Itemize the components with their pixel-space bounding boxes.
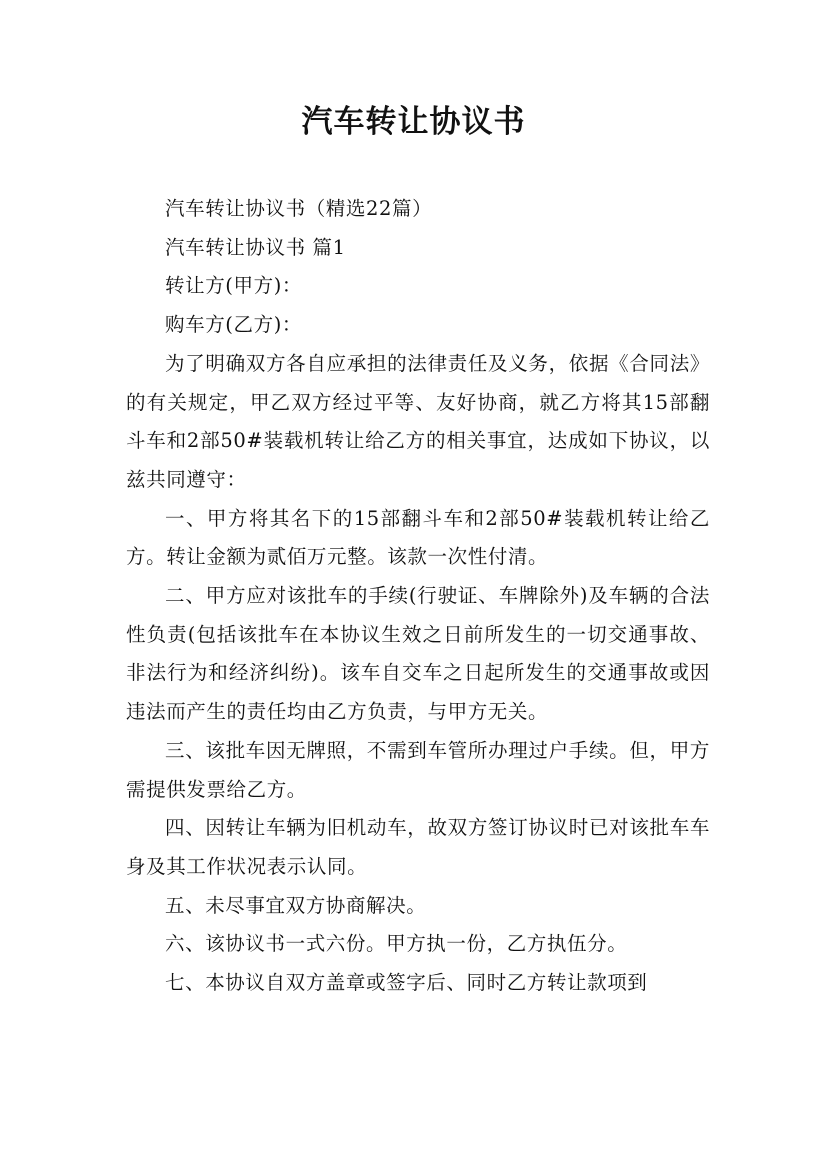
clause-3: 三、该批车因无牌照，不需到车管所办理过户手续。但，甲方需提供发票给乙方。 bbox=[126, 738, 710, 801]
clause-7: 七、本协议自双方盖章或签字后、同时乙方转让款项到 bbox=[165, 971, 648, 995]
buyer-line: 购车方(乙方)： bbox=[165, 313, 303, 337]
subtitle-paragraph: 汽车转让协议书（精选22篇） bbox=[165, 197, 433, 220]
transferor-line: 转让方(甲方)： bbox=[165, 274, 303, 298]
clause-2: 二、甲方应对该批车的手续(行驶证、车牌除外)及车辆的合法性负责(包括该批车在本协议生效之日前所发生的一切交通事故、非法行为和经济纠纷)。该车自交车之日起所发生的交通事故或因违法而产生的责任均由乙方负责，与甲方无关。 bbox=[126, 584, 710, 724]
clause-4: 四、因转让车辆为旧机动车，故双方签订协议时已对该批车车身及其工作状况表示认同。 bbox=[126, 816, 710, 878]
section-heading: 汽车转让协议书 篇1 bbox=[165, 235, 346, 259]
clause-6: 六、该协议书一式六份。甲方执一份，乙方执伍分。 bbox=[165, 932, 628, 956]
clause-1: 一、甲方将其名下的15部翻斗车和2部50#装载机转让给乙方。转让金额为贰佰万元整。该款一次性付清。 bbox=[126, 506, 710, 569]
clause-5: 五、未尽事宜双方协商解决。 bbox=[165, 893, 427, 917]
preamble-paragraph: 为了明确双方各自应承担的法律责任及义务，依据《合同法》的有关规定，甲乙双方经过平等、友好协商，就乙方将其15部翻斗车和2部50#装载机转让给乙方的相关事宜，达成如下协议，以兹共同遵守： bbox=[126, 351, 710, 491]
document-body bbox=[126, 190, 710, 1003]
document-title: 汽车转让协议书 bbox=[301, 104, 526, 140]
